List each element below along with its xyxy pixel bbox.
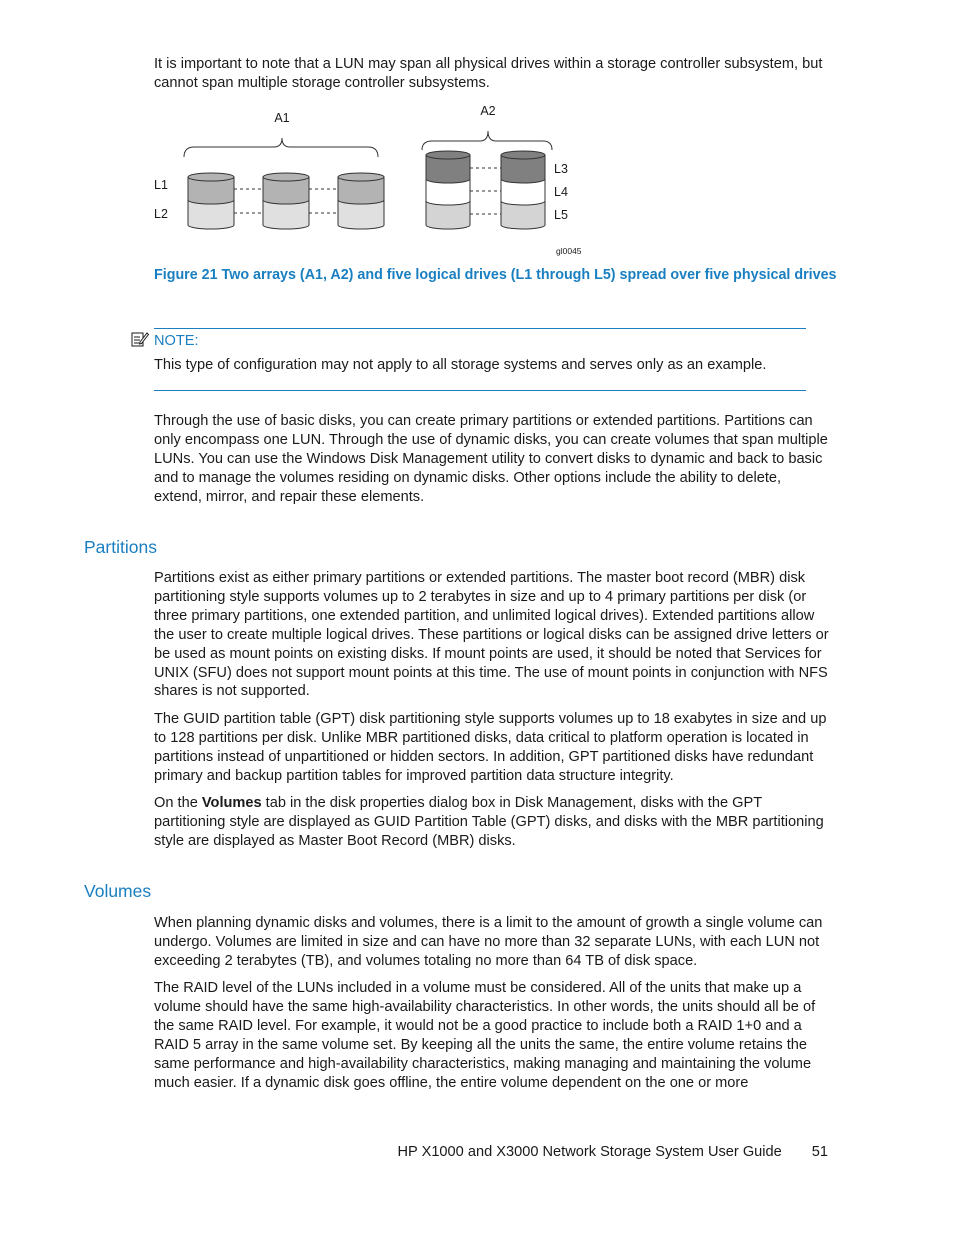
volumes-heading: Volumes <box>84 881 152 901</box>
volumes-paragraph-1: When planning dynamic disks and volumes, there is a limit to the amount of growth a single volume can undergo. Volumes are limited in size and can have no more than 32 separate LUNs, with each LUN not exceeding 2 terabytes (TB), and volumes totaling no more than 64 TB of disk space. <box>154 915 823 969</box>
intro-paragraph: It is important to note that a LUN may span all physical drives within a storage controller subsystem, but cannot span multiple storage controller subsystems. <box>154 56 823 91</box>
partitions-paragraph-2: The GUID partition table (GPT) disk partitioning style supports volumes up to 18 exabytes in size and up to 128 partitions per disk. Unlike MBR partitioned disks, data critical to platform operation is located in partitions instead of unpartitioned or hidden sectors. In addition, GPT partitioned disks have redundant primary and backup partition tables for improved partition data structure integrity. <box>154 711 827 784</box>
disk-1 <box>188 173 234 229</box>
disk-5 <box>501 151 545 229</box>
disk-3 <box>338 173 384 229</box>
note-top-rule <box>154 328 806 329</box>
partitions-paragraph-1: Partitions exist as either primary partitions or extended partitions. The master boot record (MBR) disk partitioning style supports volumes up to 2 terabytes in size and up to 4 primary partitions per disk (or three primary partitions, one extended partition, and unlimited logical drives). Extended partitions allow the user to create multiple logical drives. These partitions or logical disks can be assigned drive letters or be used as mount points on existing disks. If mount points are used, it should be noted that Services for UNIX (SFU) does not support mount points at this time. The use of mount points in conjunction with NFS shares is not supported. <box>154 570 829 700</box>
disk-2 <box>263 173 309 229</box>
label-l1: L1 <box>154 178 168 192</box>
note-text: This type of configuration may not apply to all storage systems and serves only as an example. <box>154 357 767 373</box>
label-a1: A1 <box>274 111 290 125</box>
note-bottom-rule <box>154 390 806 391</box>
label-l3: L3 <box>554 162 568 176</box>
a2-dashed-links <box>470 168 501 214</box>
label-l2: L2 <box>154 207 168 221</box>
figure-diagram <box>0 95 954 265</box>
disk-4 <box>426 151 470 229</box>
page-number: 51 <box>811 1144 828 1160</box>
note-pencil-icon <box>131 331 149 347</box>
partitions-paragraph-3: On the Volumes tab in the disk properties dialog box in Disk Management, disks with the GPT partitioning style are displayed as GUID Partition Table (GPT) disks, and disks with the MBR partitioning style are displayed as Master Boot Record (MBR) disks. <box>154 795 824 849</box>
volumes-paragraph-2: The RAID level of the LUNs included in a volume must be considered. All of the units that make up a volume should have the same high-availability characteristics. In other words, the units should all be of the same RAID level. For example, it would not be a good practice to include both a RAID 1+0 and a RAID 5 array in the same volume set. By keeping all the units the same, the entire volume retains the same performance and high-availability characteristics, making managing and maintaining the volume much easier. If a dynamic disk goes offline, the entire volume dependent on the one or more <box>154 980 816 1091</box>
a1-brace <box>184 138 378 157</box>
footer-title: HP X1000 and X3000 Network Storage System User Guide <box>397 1144 782 1160</box>
label-a2: A2 <box>480 104 496 118</box>
note-label: NOTE: <box>154 333 199 349</box>
page-footer <box>300 1144 828 1160</box>
figure-code: gl0045 <box>556 246 582 256</box>
label-l5: L5 <box>554 208 568 222</box>
label-l4: L4 <box>554 185 568 199</box>
volumes-tab-term: Volumes <box>201 795 262 811</box>
disks-paragraph: Through the use of basic disks, you can create primary partitions or extended partitions. Partitions can only encompass one LUN. Through the use of dynamic disks, you can create volumes that span multiple LUNs. You can use the Windows Disk Management utility to convert disks to dynamic and back to basic and to manage the volumes residing on dynamic disks. Other options include the ability to delete, extend, mirror, and repair these elements. <box>154 413 828 505</box>
a2-brace <box>422 131 552 150</box>
figure-caption: Figure 21 Two arrays (A1, A2) and five logical drives (L1 through L5) spread over five physical drives <box>154 267 837 283</box>
partitions-heading: Partitions <box>84 537 157 557</box>
